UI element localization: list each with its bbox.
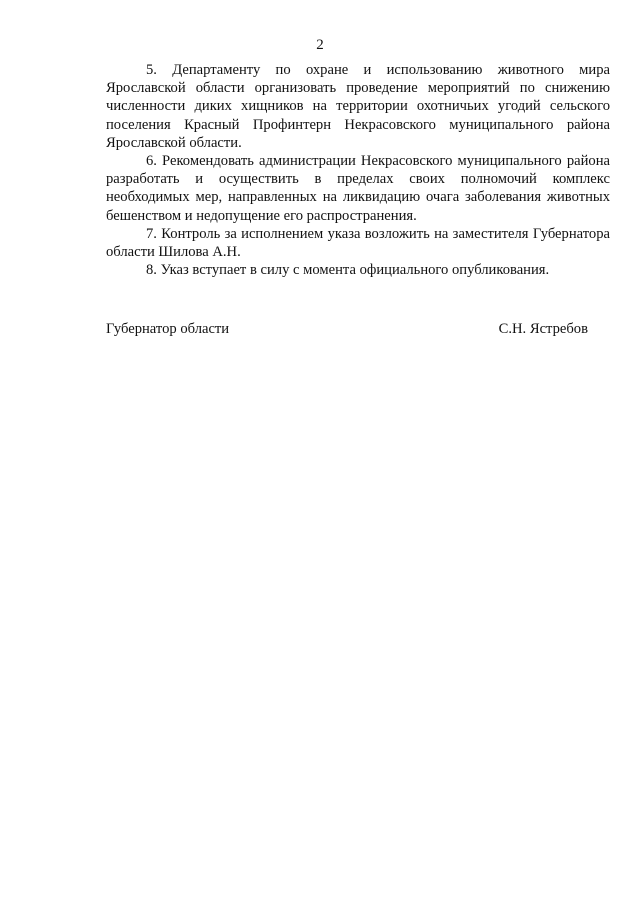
page-number: 2 xyxy=(316,37,324,53)
signatory-name: С.Н. Ястребов xyxy=(498,321,588,337)
signatory-title: Губернатор области xyxy=(106,321,230,337)
paragraph-8: 8. Указ вступает в силу с момента официального опубликования. xyxy=(146,262,550,279)
paragraph-5: 5. Департаменту по охране и использованию животного мира Ярославской области организовать проведение мероприятий по снижению численности диких хищников на территории охотничьих угодий сельского поселения Красный Профинтерн Некрасовского муниципального района Ярославской области. xyxy=(106,62,610,151)
paragraph-7: 7. Контроль за исполнением указа возложить на заместителя Губернатора области Шилова А.Н. xyxy=(106,225,610,261)
decree-body xyxy=(106,61,610,279)
paragraph-6: 6. Рекомендовать администрации Некрасовского муниципального района разработать и осуществить в пределах своих полномочий комплекс необходимых мер, направленных на ликвидацию очага заболевания животных бешенством и недопущение его распространения. xyxy=(106,153,610,224)
